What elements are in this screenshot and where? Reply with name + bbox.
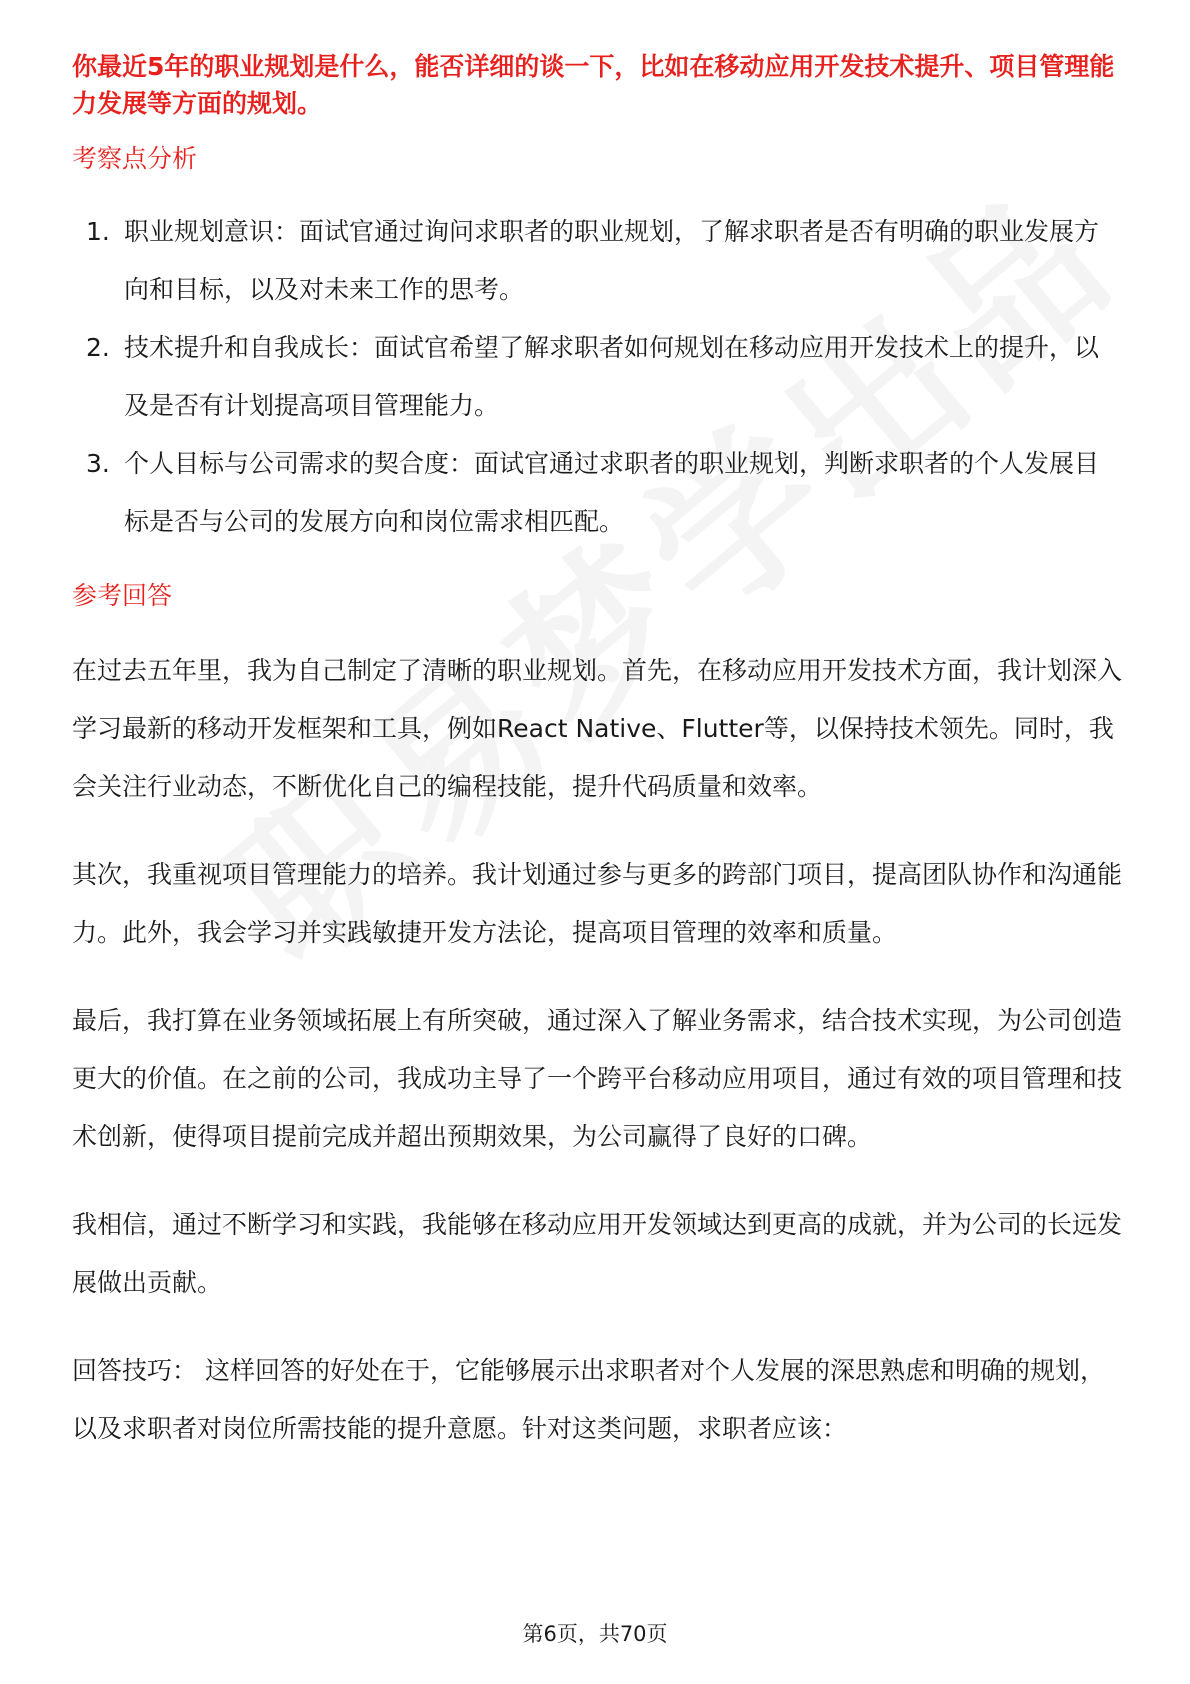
answer-paragraph-1: 在过去五年里，我为自己制定了清晰的职业规划。首先，在移动应用开发技术方面，我计划深入学习最新的移动开发框架和工具，例如React Native、Flutter等，以保持技术领先。同时，我会关注行业动态，不断优化自己的编程技能，提升代码质量和效率。 — [72, 656, 1123, 801]
list-item-text: 技术提升和自我成长：面试官希望了解求职者如何规划在移动应用开发技术上的提升，以及是否有计划提高项目管理能力。 — [124, 333, 1100, 420]
answer-tips-paragraph: 回答技巧： 这样回答的好处在于，它能够展示出求职者对个人发展的深思熟虑和明确的规划，以及求职者对岗位所需技能的提升意愿。针对这类问题，求职者应该： — [72, 1356, 1105, 1443]
document-page — [72, 48, 1122, 1458]
list-item-number: 1. — [86, 217, 110, 246]
answer-heading: 参考回答 — [72, 581, 173, 610]
answer-paragraph-3: 最后，我打算在业务领域拓展上有所突破，通过深入了解业务需求，结合技术实现，为公司创造更大的价值。在之前的公司，我成功主导了一个跨平台移动应用项目，通过有效的项目管理和技术创新，使得项目提前完成并超出预期效果，为公司赢得了良好的口碑。 — [72, 1006, 1123, 1151]
list-item-text: 个人目标与公司需求的契合度：面试官通过求职者的职业规划，判断求职者的个人发展目标是否与公司的发展方向和岗位需求相匹配。 — [124, 449, 1100, 536]
list-item — [72, 319, 1122, 435]
analysis-heading: 考察点分析 — [72, 144, 198, 173]
list-item-number: 2. — [86, 333, 110, 362]
analysis-list — [72, 203, 1122, 551]
question-title: 你最近5年的职业规划是什么，能否详细的谈一下，比如在移动应用开发技术提升、项目管理能力发展等方面的规划。 — [72, 52, 1115, 118]
list-item — [72, 435, 1122, 551]
answer-paragraph-4: 我相信，通过不断学习和实践，我能够在移动应用开发领域达到更高的成就，并为公司的长远发展做出贡献。 — [72, 1210, 1123, 1297]
answer-paragraph-2: 其次，我重视项目管理能力的培养。我计划通过参与更多的跨部门项目，提高团队协作和沟通能力。此外，我会学习并实践敏捷开发方法论，提高项目管理的效率和质量。 — [72, 860, 1123, 947]
list-item-number: 3. — [86, 449, 110, 478]
page-number: 第6页，共70页 — [522, 1622, 668, 1646]
list-item-text: 职业规划意识：面试官通过询问求职者的职业规划，了解求职者是否有明确的职业发展方向和目标，以及对未来工作的思考。 — [124, 217, 1100, 304]
list-item — [72, 203, 1122, 319]
